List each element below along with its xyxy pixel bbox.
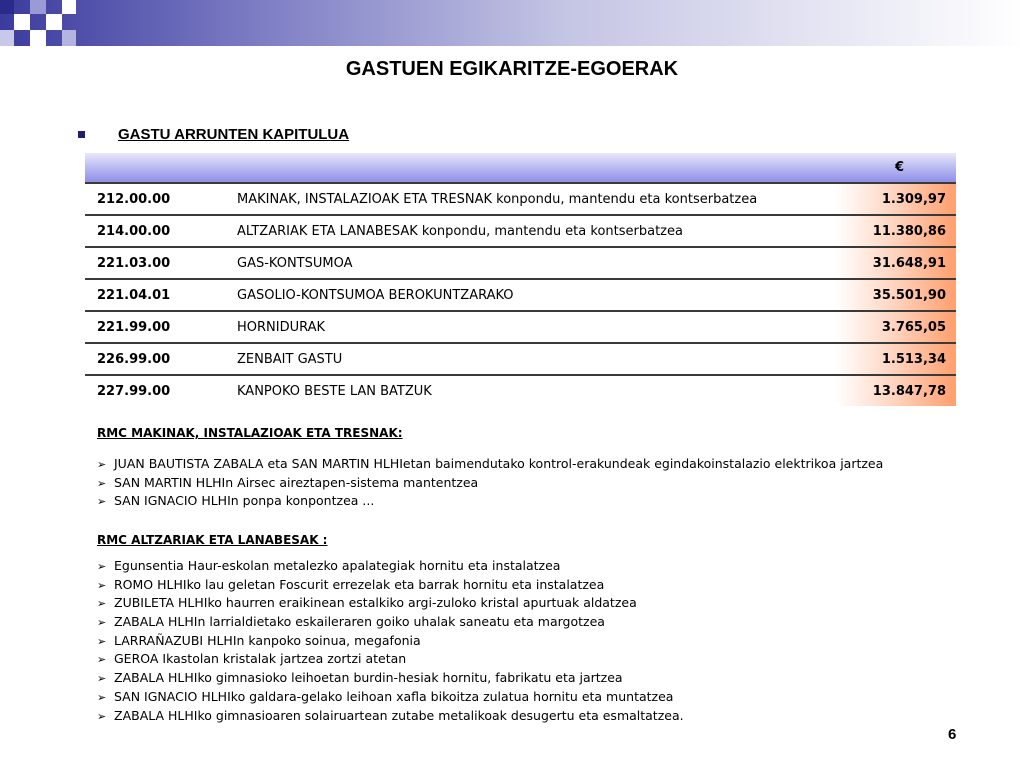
list-item xyxy=(97,650,684,669)
decor-square xyxy=(62,30,76,46)
list-item-text: ZABALA HLHIko gimnasioaren solairuartean zutabe metalikoak desugertu eta esmaltatzea. xyxy=(114,707,684,723)
row-amount: 35.501,90 xyxy=(836,279,956,311)
arrow-bullet-icon: ➢ xyxy=(97,672,107,686)
list-item xyxy=(97,576,684,595)
table-row xyxy=(85,375,956,406)
table-row xyxy=(85,247,956,279)
currency-label: € xyxy=(85,153,956,183)
arrow-bullet-icon: ➢ xyxy=(97,653,107,667)
rmc-makinak-list xyxy=(97,455,883,511)
row-code: 221.04.01 xyxy=(85,279,237,311)
decor-square xyxy=(30,30,46,46)
list-item-text: GEROA Ikastolan kristalak jartzea zortzi atetan xyxy=(114,651,407,667)
arrow-bullet-icon: ➢ xyxy=(97,634,107,648)
arrow-bullet-icon: ➢ xyxy=(97,476,107,490)
row-code: 214.00.00 xyxy=(85,215,237,247)
expense-table xyxy=(85,153,956,406)
list-item xyxy=(97,669,684,688)
table-row xyxy=(85,183,956,215)
decor-square xyxy=(46,14,62,30)
list-item-text: ZABALA HLHIko gimnasioko leihoetan burdin-hesiak hornitu, fabrikatu eta jartzea xyxy=(114,670,623,686)
decor-square xyxy=(62,0,76,14)
decor-square xyxy=(0,0,14,14)
list-item xyxy=(97,688,684,707)
list-item-text: JUAN BAUTISTA ZABALA eta SAN MARTIN HLHIetan baimendutako kontrol-erakundeak egindakoinstalazio elektrikoa jartzea xyxy=(114,456,884,471)
section-heading: GASTU ARRUNTEN KAPITULUA xyxy=(118,126,350,143)
row-description: MAKINAK, INSTALAZIOAK ETA TRESNAK konpondu, mantendu eta kontserbatzea xyxy=(237,183,836,215)
list-item-text: SAN IGNACIO HLHIko galdara-gelako leihoan xafla bikoitza zulatua hornitu eta muntatzea xyxy=(114,688,674,704)
list-item xyxy=(97,474,883,493)
row-amount: 1.309,97 xyxy=(836,183,956,215)
row-description: GAS-KONTSUMOA xyxy=(237,247,836,279)
table-row xyxy=(85,343,956,375)
arrow-bullet-icon: ➢ xyxy=(97,560,107,573)
list-item xyxy=(97,707,684,726)
header-gradient-bar xyxy=(0,0,1024,46)
row-code: 226.99.00 xyxy=(85,343,237,375)
page-title: GASTUEN EGIKARITZE-EGOERAK xyxy=(345,58,679,80)
bullet-icon xyxy=(78,131,85,138)
row-code: 221.99.00 xyxy=(85,311,237,343)
decor-square xyxy=(14,14,30,30)
table-row xyxy=(85,279,956,311)
arrow-bullet-icon: ➢ xyxy=(97,458,107,471)
arrow-bullet-icon: ➢ xyxy=(97,616,107,630)
table-header-row xyxy=(85,153,956,183)
list-item-text: Egunsentia Haur-eskolan metalezko apalategiak hornitu eta instalatzea xyxy=(114,558,561,573)
list-item xyxy=(97,632,684,651)
row-amount: 1.513,34 xyxy=(836,343,956,375)
row-amount: 13.847,78 xyxy=(836,375,956,406)
list-item-text: ZABALA HLHIn larrialdietako eskaileraren goiko uhalak saneatu eta margotzea xyxy=(114,614,605,630)
row-amount: 11.380,86 xyxy=(836,215,956,247)
arrow-bullet-icon: ➢ xyxy=(97,597,107,611)
list-item-text: SAN IGNACIO HLHIn ponpa konpontzea ... xyxy=(114,493,375,509)
row-description: ZENBAIT GASTU xyxy=(237,343,836,375)
row-code: 221.03.00 xyxy=(85,247,237,279)
decor-square xyxy=(30,0,46,14)
row-amount: 3.765,05 xyxy=(836,311,956,343)
rmc-makinak-heading: RMC MAKINAK, INSTALAZIOAK ETA TRESNAK: xyxy=(97,426,403,440)
list-item xyxy=(97,455,883,474)
row-description: HORNIDURAK xyxy=(237,311,836,343)
page-number: 6 xyxy=(948,726,957,743)
row-amount: 31.648,91 xyxy=(836,247,956,279)
row-description: ALTZARIAK ETA LANABESAK konpondu, mantendu eta kontserbatzea xyxy=(237,215,836,247)
list-item-text: SAN MARTIN HLHIn Airsec aireztapen-sistema mantentzea xyxy=(114,474,479,490)
row-description: KANPOKO BESTE LAN BATZUK xyxy=(237,383,432,399)
arrow-bullet-icon: ➢ xyxy=(97,690,107,704)
row-code: 212.00.00 xyxy=(85,183,237,215)
arrow-bullet-icon: ➢ xyxy=(97,578,107,592)
decor-square xyxy=(0,30,14,46)
list-item-text: ROMO HLHIko lau geletan Foscurit errezelak eta barrak hornitu eta instalatzea xyxy=(114,576,605,592)
rmc-altzariak-list xyxy=(97,557,684,725)
row-code: 227.99.00 xyxy=(97,383,171,399)
list-item-text: ZUBILETA HLHIko haurren eraikinean estalkiko argi-zuloko kristal apurtuak aldatzea xyxy=(114,595,637,611)
list-item xyxy=(97,492,883,511)
rmc-altzariak-heading: RMC ALTZARIAK ETA LANABESAK : xyxy=(97,533,328,547)
table-row xyxy=(85,215,956,247)
arrow-bullet-icon: ➢ xyxy=(97,709,107,723)
table-row xyxy=(85,311,956,343)
list-item xyxy=(97,594,684,613)
list-item xyxy=(97,557,684,576)
list-item xyxy=(97,613,684,632)
row-description: GASOLIO-KONTSUMOA BEROKUNTZARAKO xyxy=(237,279,836,311)
arrow-bullet-icon: ➢ xyxy=(97,495,107,509)
list-item-text: LARRAÑAZUBI HLHIn kanpoko soinua, megafonia xyxy=(114,632,421,648)
